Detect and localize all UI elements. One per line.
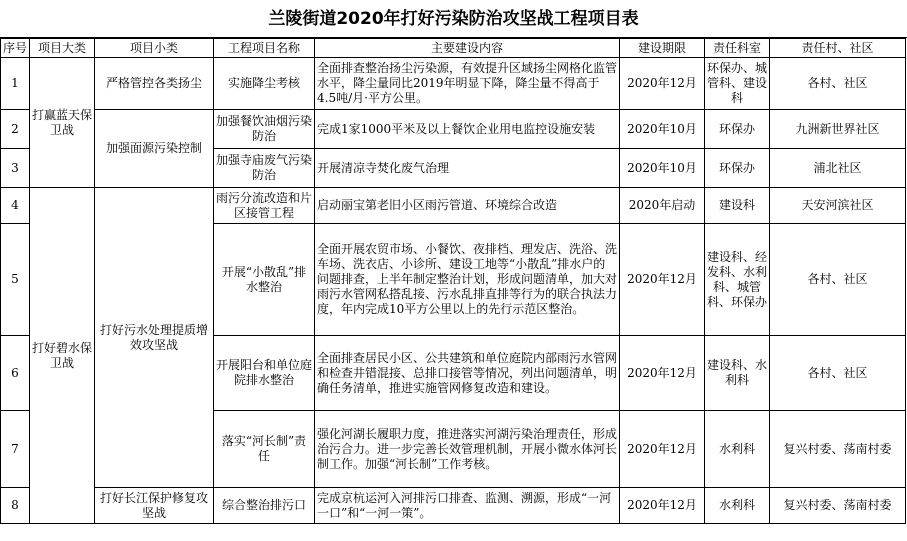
table-row xyxy=(1,488,906,524)
cell-community: 各村、社区 xyxy=(770,224,906,336)
cell-content: 全面开展农贸市场、小餐饮、夜排档、理发店、洗浴、洗车场、洗衣店、小诊所、建设工地等“小散乱”排水户的问题排查，上半年制定整治计划，形成问题清单，加大对雨污水管网私搭乱接、污水乱排直排等行为的联合执法力度，年内完成10平方公里以上的先行示范区整治。 xyxy=(315,224,620,336)
table-row xyxy=(1,110,906,149)
cell-community: 各村、社区 xyxy=(770,336,906,411)
project-table xyxy=(0,38,906,524)
cell-subcategory: 加强面源污染控制 xyxy=(95,110,214,188)
table-row xyxy=(1,58,906,110)
header-category: 项目大类 xyxy=(30,39,95,58)
cell-dept: 水利科 xyxy=(705,488,770,524)
header-subcategory: 项目小类 xyxy=(95,39,214,58)
cell-period: 2020年12月 xyxy=(620,336,705,411)
header-content: 主要建设内容 xyxy=(315,39,620,58)
cell-no: 1 xyxy=(1,58,30,110)
cell-no: 5 xyxy=(1,224,30,336)
cell-project: 雨污分流改造和片区接管工程 xyxy=(214,188,315,224)
cell-dept: 建设科 xyxy=(705,188,770,224)
cell-content: 启动丽宝第老旧小区雨污管道、环境综合改造 xyxy=(315,188,620,224)
page-title: 兰陵街道2020年打好污染防治攻坚战工程项目表 xyxy=(0,0,907,38)
cell-no: 3 xyxy=(1,149,30,188)
cell-content: 完成1家1000平米及以上餐饮企业用电监控设施安装 xyxy=(315,110,620,149)
cell-content: 全面排查居民小区、公共建筑和单位庭院内部雨污水管网和检查井错混接、总排口接管等情况，列出问题清单，明确任务清单，推进实施管网修复改造和建设。 xyxy=(315,336,620,411)
cell-period: 2020年12月 xyxy=(620,488,705,524)
cell-subcategory: 打好长江保护修复攻坚战 xyxy=(95,488,214,524)
cell-period: 2020年12月 xyxy=(620,411,705,488)
cell-dept: 建设科、水利科 xyxy=(705,336,770,411)
cell-project: 开展阳台和单位庭院排水整治 xyxy=(214,336,315,411)
cell-no: 7 xyxy=(1,411,30,488)
cell-project: 实施降尘考核 xyxy=(214,58,315,110)
header-community: 责任村、社区 xyxy=(770,39,906,58)
cell-content: 强化河湖长履职力度，推进落实河湖污染治理责任，形成治污合力。进一步完善长效管理机制，开展小微水体河长制工作。加强“河长制”工作考核。 xyxy=(315,411,620,488)
header-project: 工程项目名称 xyxy=(214,39,315,58)
cell-subcategory: 严格管控各类扬尘 xyxy=(95,58,214,110)
header-no: 序号 xyxy=(1,39,30,58)
cell-dept: 水利科 xyxy=(705,411,770,488)
cell-period: 2020年12月 xyxy=(620,58,705,110)
cell-no: 4 xyxy=(1,188,30,224)
cell-period: 2020年10月 xyxy=(620,149,705,188)
header-period: 建设期限 xyxy=(620,39,705,58)
cell-project: 加强寺庙废气污染防治 xyxy=(214,149,315,188)
cell-project: 落实“河长制”责任 xyxy=(214,411,315,488)
header-dept: 责任科室 xyxy=(705,39,770,58)
table-row xyxy=(1,188,906,224)
cell-category: 打赢蓝天保卫战 xyxy=(30,58,95,188)
cell-subcategory: 打好污水处理提质增效攻坚战 xyxy=(95,188,214,488)
cell-no: 6 xyxy=(1,336,30,411)
header-row xyxy=(1,39,906,58)
cell-content: 开展清凉寺焚化废气治理 xyxy=(315,149,620,188)
cell-no: 2 xyxy=(1,110,30,149)
cell-dept: 环保办 xyxy=(705,110,770,149)
cell-category: 打好碧水保卫战 xyxy=(30,188,95,524)
cell-community: 复兴村委、荡南村委 xyxy=(770,488,906,524)
cell-content: 全面排查整治扬尘污染源，有效提升区域扬尘网格化监管水平，降尘量同比2019年明显下降，降尘量不得高于4.5吨/月·平方公里。 xyxy=(315,58,620,110)
cell-period: 2020年10月 xyxy=(620,110,705,149)
cell-community: 浦北社区 xyxy=(770,149,906,188)
cell-project: 加强餐饮油烟污染防治 xyxy=(214,110,315,149)
cell-period: 2020年12月 xyxy=(620,224,705,336)
cell-dept: 环保办 xyxy=(705,149,770,188)
cell-dept: 建设科、经发科、水利科、城管科、环保办 xyxy=(705,224,770,336)
cell-community: 天安河滨社区 xyxy=(770,188,906,224)
cell-community: 各村、社区 xyxy=(770,58,906,110)
cell-no: 8 xyxy=(1,488,30,524)
cell-period: 2020年启动 xyxy=(620,188,705,224)
cell-community: 九洲新世界社区 xyxy=(770,110,906,149)
cell-dept: 环保办、城管科、建设科 xyxy=(705,58,770,110)
cell-project: 综合整治排污口 xyxy=(214,488,315,524)
cell-project: 开展“小散乱”排水整治 xyxy=(214,224,315,336)
cell-content: 完成京杭运河入河排污口排查、监测、溯源，形成“一河一口”和“一河一策”。 xyxy=(315,488,620,524)
cell-community: 复兴村委、荡南村委 xyxy=(770,411,906,488)
